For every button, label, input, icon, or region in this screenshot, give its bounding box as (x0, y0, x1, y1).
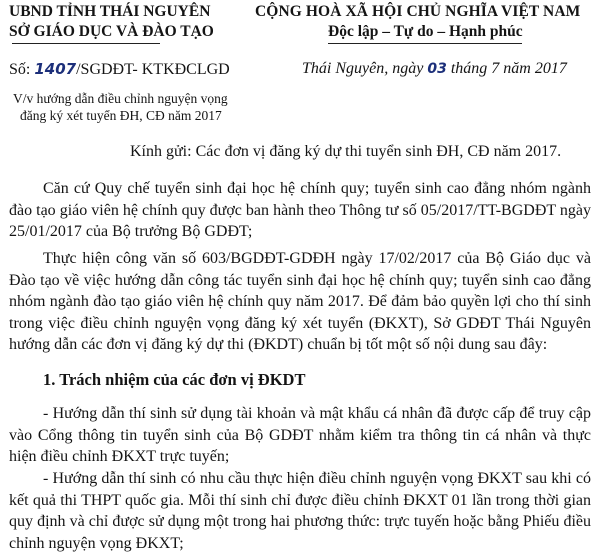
date-place: Thái Nguyên, ngày (302, 60, 428, 77)
section-title: 1. Trách nhiệm của các đơn vị ĐKDT (43, 370, 306, 389)
document-number-suffix: /SGDĐT- KTKĐCLGD (76, 61, 230, 78)
agency-name: UBND TỈNH THÁI NGUYÊN (9, 3, 211, 20)
paragraph-legal-basis: Căn cứ Quy chế tuyển sinh đại học hệ chính quy; tuyển sinh cao đẳng nhóm ngành đào tạo giáo viên hệ chính quy được ban hành theo Thông tư số 05/2017/TT-BGDĐT ngày 25/01/2017 của Bộ trưởng Bộ GDĐT; (9, 180, 591, 240)
subject (13, 90, 228, 124)
divider-left (12, 43, 160, 44)
document-number-prefix: Số: (9, 61, 35, 78)
date-day-handwritten: 03 (427, 61, 447, 77)
department-name: SỞ GIÁO DỤC VÀ ĐÀO TẠO (9, 23, 214, 40)
document-date (302, 60, 567, 78)
paragraph-instruction-2: - Hướng dẫn thí sinh có nhu cầu thực hiện điều chỉnh nguyện vọng ĐKXT sau khi có kết quả thi THPT quốc gia. Mỗi thí sinh chỉ được điều chỉnh ĐKXT 01 lần trong thời gian quy định và chỉ được sử dụng một trong hai phương thức: trực tuyến hoặc bằng Phiếu điều chỉnh nguyện vọng ĐKXT; (9, 470, 591, 552)
subject-line-2: đăng ký xét tuyển ĐH, CĐ năm 2017 (20, 108, 222, 123)
date-rest: tháng 7 năm 2017 (446, 60, 567, 77)
salutation: Kính gửi: Các đơn vị đăng ký dự thi tuyển sinh ĐH, CĐ năm 2017. (130, 143, 562, 160)
paragraph-implementation: Thực hiện công văn số 603/BGDĐT-GDĐH ngày 17/02/2017 của Bộ Giáo dục và Đào tạo về việc hướng dẫn công tác tuyển sinh đại học hệ chính quy; tuyển sinh cao đẳng nhóm ngành đào tạo giáo viên hệ chính quy năm 2017. Để đảm bảo quyền lợi cho thí sinh trong việc điều chỉnh nguyện vọng đăng ký xét tuyển (ĐKXT), Sở GDĐT Thái Nguyên hướng dẫn các đơn vị đăng ký dự thi (ĐKDT) chuẩn bị tốt một số nội dung sau đây: (9, 250, 591, 353)
nation-motto: Độc lập – Tự do – Hạnh phúc (328, 23, 523, 40)
divider-right (328, 43, 522, 44)
paragraph-instruction-1: - Hướng dẫn thí sinh sử dụng tài khoản và mật khẩu cá nhân đã được cấp để truy cập vào Cổng thông tin tuyển sinh của Bộ GDĐT nhằm kiểm tra thông tin cá nhân và thực hiện điều chỉnh ĐKXT trực tuyến; (9, 405, 591, 465)
document-number (9, 60, 230, 79)
document-number-handwritten: 1407 (34, 60, 77, 78)
nation-title: CỘNG HOÀ XÃ HỘI CHỦ NGHĨA VIỆT NAM (255, 3, 581, 20)
subject-line-1: V/v hướng dẫn điều chỉnh nguyện vọng (13, 91, 228, 106)
